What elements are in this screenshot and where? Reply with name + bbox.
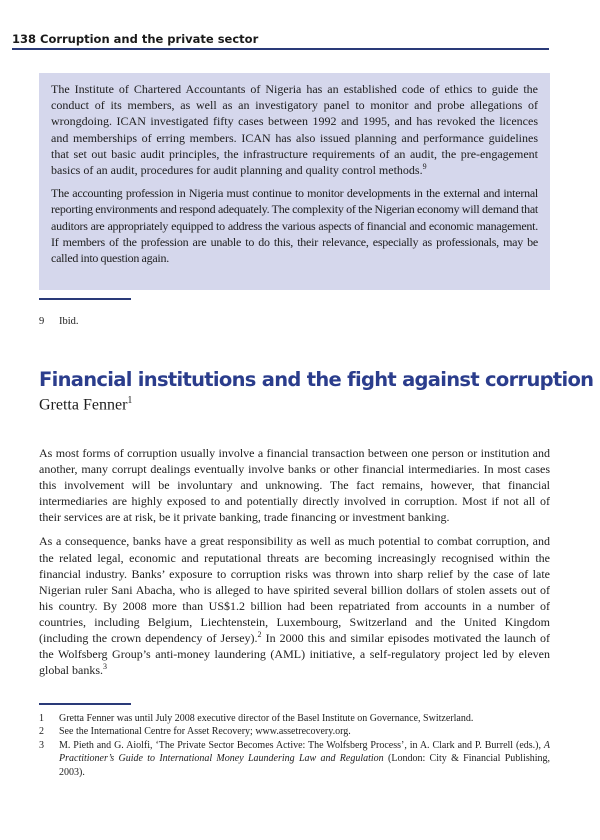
footnotes bbox=[39, 712, 550, 779]
footnote-3: 3 M. Pieth and G. Aiolfi, ‘The Private Sector Becomes Active: The Wolfsberg Process’, in A. Clark and P. Burrell (eds.), A Practitioner’s Guide to International Money Laundering Law and Regulation (London: City & Financial Publishing, 2003). bbox=[39, 739, 550, 778]
footnote-ref-9: 9 bbox=[422, 162, 427, 172]
running-title: Corruption and the private sector bbox=[40, 32, 259, 46]
box-footnote bbox=[39, 316, 79, 327]
article-author: Gretta Fenner$^1$ bbox=[39, 395, 133, 414]
case-study-box bbox=[39, 73, 550, 290]
footnote-ref-2: 2 bbox=[257, 630, 262, 640]
footnote-number: 1 bbox=[39, 713, 44, 724]
box-paragraph-1: The Institute of Chartered Accountants of Nigeria has an established code of ethics to guide the conduct of its members, as well as an investigatory panel to monitor and probe allegations of wrongdoing. ICAN investigated fifty cases between 1992 and 1995, and has revoked the licences and memberships of erring members. ICAN has also issued planning and performance guidelines that set out basic audit principles, the infrastructure requirements of an audit, the pre-engagement basics of an audit, procedures for audit planning and quality control methods.$^9$ bbox=[51, 82, 538, 178]
box-footnote-text: Ibid. bbox=[59, 316, 79, 327]
footnote-2 bbox=[39, 725, 550, 738]
box-paragraph-2: The accounting profession in Nigeria must continue to monitor developments in the external and internal reporting environments and respond adequately. The complexity of the Nigerian economy will demand that auditors are appropriately equipped to address the various aspects of financial and economic management. If members of the profession are unable to do this, their relevance, especially as professionals, may be called into question again. bbox=[51, 186, 538, 266]
box-footnote-rule bbox=[39, 298, 131, 300]
page-number: 138 bbox=[12, 32, 37, 46]
article-body bbox=[39, 445, 550, 686]
footnote-text: Gretta Fenner was until July 2008 executive director of the Basel Institute on Governance, Switzerland. bbox=[59, 713, 474, 724]
running-header bbox=[12, 30, 549, 50]
footnote-ref-3: 3 bbox=[103, 662, 107, 672]
footnote-ref-1: 1 bbox=[127, 395, 133, 406]
footnote-1 bbox=[39, 712, 550, 725]
header-rule bbox=[12, 48, 549, 50]
footnote-rule bbox=[39, 703, 131, 705]
book-title: A Practitioner’s Guide to International Money Laundering Law and Regulation bbox=[59, 739, 550, 765]
box-footnote-number: 9 bbox=[39, 316, 45, 327]
body-paragraph-2: As a consequence, banks have a great responsibility as well as much potential to combat corruption, and the related legal, economic and reputational threats are becoming increasingly recognised within the financial industry. Banks’ exposure to corruption risks was thrown into sharp relief by the case of late Nigerian ruler Sani Abacha, who is alleged to have spirited several billion dollars of stolen assets out of his country. By 2008 more than US$1.2 billion had been repatriated from accounts in a number of countries, including Belgium, Liechtenstein, Luxembourg, Switzerland and the United Kingdom (including the crown dependency of Jersey).$^2$ In 2000 this and similar episodes motivated the launch of the Wolfsberg Group’s anti-money laundering (AML) initiative, a self-regulatory project led by eleven global banks.$^3$ bbox=[39, 534, 550, 678]
footnote-text: See the International Centre for Asset Recovery; www.assetrecovery.org. bbox=[59, 726, 351, 738]
footnote-number: 2 bbox=[39, 726, 44, 738]
footnote-number: 3 bbox=[39, 739, 44, 751]
body-paragraph-1: As most forms of corruption usually involve a financial transaction between one person or institution and another, many corrupt dealings eventually involve banks or other financial intermediaries. In most cases this involvement will be involuntary and unknowing. The fact remains, however, that financial intermediaries are highly exposed to and potentially directly involved in corruption. Most if not all of their services are at risk, be it private banking, trade financing or investment banking. bbox=[39, 446, 550, 525]
article-title: Financial institutions and the fight against corruption bbox=[39, 368, 594, 391]
